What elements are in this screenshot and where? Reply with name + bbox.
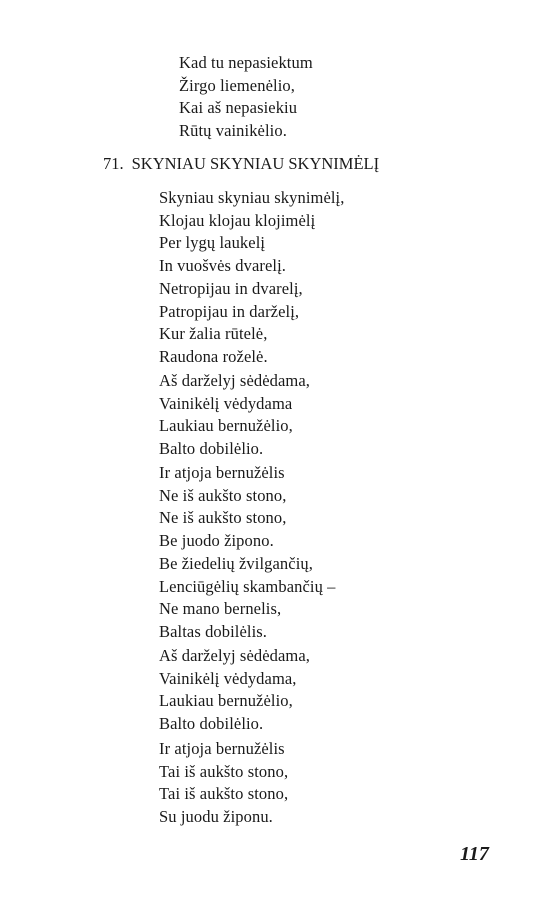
stanza-7 xyxy=(159,738,288,828)
previous-poem-ending xyxy=(179,52,313,142)
verse-line: Per lygų laukelį xyxy=(159,233,266,252)
page-number: 117 xyxy=(460,843,489,865)
verse-line: Kad tu nepasiektum xyxy=(179,53,313,72)
verse-line: Rūtų vainikėlio. xyxy=(179,120,287,140)
verse-line: Raudona roželė. xyxy=(159,346,268,366)
poem-heading xyxy=(103,153,379,175)
verse-line: Vainikėlį vėdydama xyxy=(159,393,293,413)
stanza-1 xyxy=(159,187,344,277)
verse-line: Ir atjoja bernužėlis xyxy=(159,739,285,758)
verse-line: Balto dobilėlio. xyxy=(159,713,264,733)
verse-line: Aš darželyj sėdėdama, xyxy=(159,371,310,390)
verse-line: Tai iš aukšto stono, xyxy=(159,761,289,781)
verse-line: Be žiedelių žvilgančių, xyxy=(159,554,313,573)
verse-line: Ne iš aukšto stono, xyxy=(159,508,287,527)
verse-line: Patropijau in darželį, xyxy=(159,301,300,321)
verse-line: Tai iš aukšto stono, xyxy=(159,784,289,803)
stanza-3 xyxy=(159,370,310,460)
verse-line: Netropijau in dvarelį, xyxy=(159,279,303,298)
stanza-2 xyxy=(159,278,303,368)
verse-line: Klojau klojau klojimėlį xyxy=(159,210,316,230)
poem-title: SKYNIAU SKYNIAU SKYNIMĖLĮ xyxy=(131,154,380,173)
stanza-4 xyxy=(159,462,286,552)
stanza-6 xyxy=(159,645,310,735)
verse-line: Ne iš aukšto stono, xyxy=(159,485,287,505)
poem-number: 71. xyxy=(103,154,124,173)
verse-line: Kur žalia rūtelė, xyxy=(159,324,268,343)
verse-line: Žirgo liemenėlio, xyxy=(179,75,295,95)
stanza-5 xyxy=(159,553,336,643)
verse-line: Aš darželyj sėdėdama, xyxy=(159,646,310,665)
verse-line: Lenciūgėlių skambančių – xyxy=(159,576,336,596)
verse-line: Baltas dobilėlis. xyxy=(159,621,268,641)
verse-line: Ir atjoja bernužėlis xyxy=(159,463,285,482)
verse-line: Ne mano bernelis, xyxy=(159,599,282,618)
verse-line: Laukiau bernužėlio, xyxy=(159,416,293,435)
verse-line: Balto dobilėlio. xyxy=(159,438,264,458)
verse-line: Skyniau skyniau skynimėlį, xyxy=(159,188,345,207)
verse-line: Kai aš nepasiekiu xyxy=(179,98,298,117)
verse-line: In vuošvės dvarelį. xyxy=(159,255,286,275)
verse-line: Vainikėlį vėdydama, xyxy=(159,668,297,688)
verse-line: Laukiau bernužėlio, xyxy=(159,691,293,710)
verse-line: Be juodo žipono. xyxy=(159,530,274,550)
verse-line: Su juodu žiponu. xyxy=(159,806,273,826)
